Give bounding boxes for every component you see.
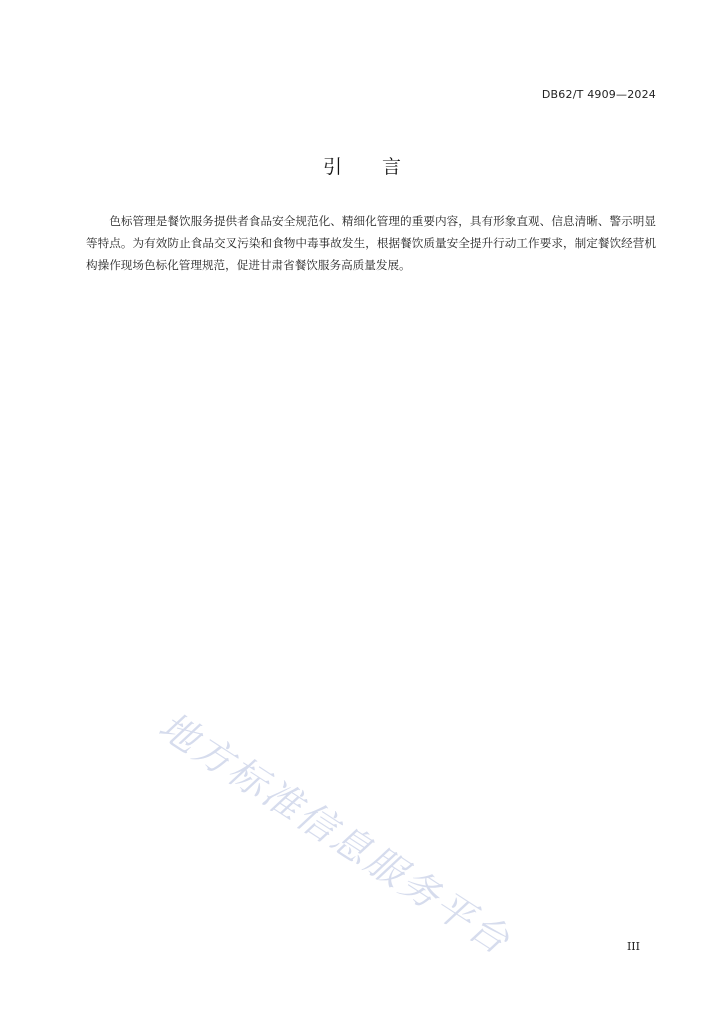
page-number: III: [626, 940, 640, 953]
introduction-paragraph: 色标管理是餐饮服务提供者食品安全规范化、精细化管理的重要内容，具有形象直观、信息清晰、警示明显等特点。为有效防止食品交叉污染和食物中毒事故发生，根据餐饮质量安全提升行动工作要求，制定餐饮经营机构操作现场色标化管理规范，促进甘肃省餐饮服务高质量发展。: [86, 214, 656, 272]
page-title: 引言: [322, 156, 441, 178]
watermark: 地方标准信息服务平台: [151, 703, 519, 964]
document-code: DB62/T 4909—2024: [541, 88, 656, 101]
